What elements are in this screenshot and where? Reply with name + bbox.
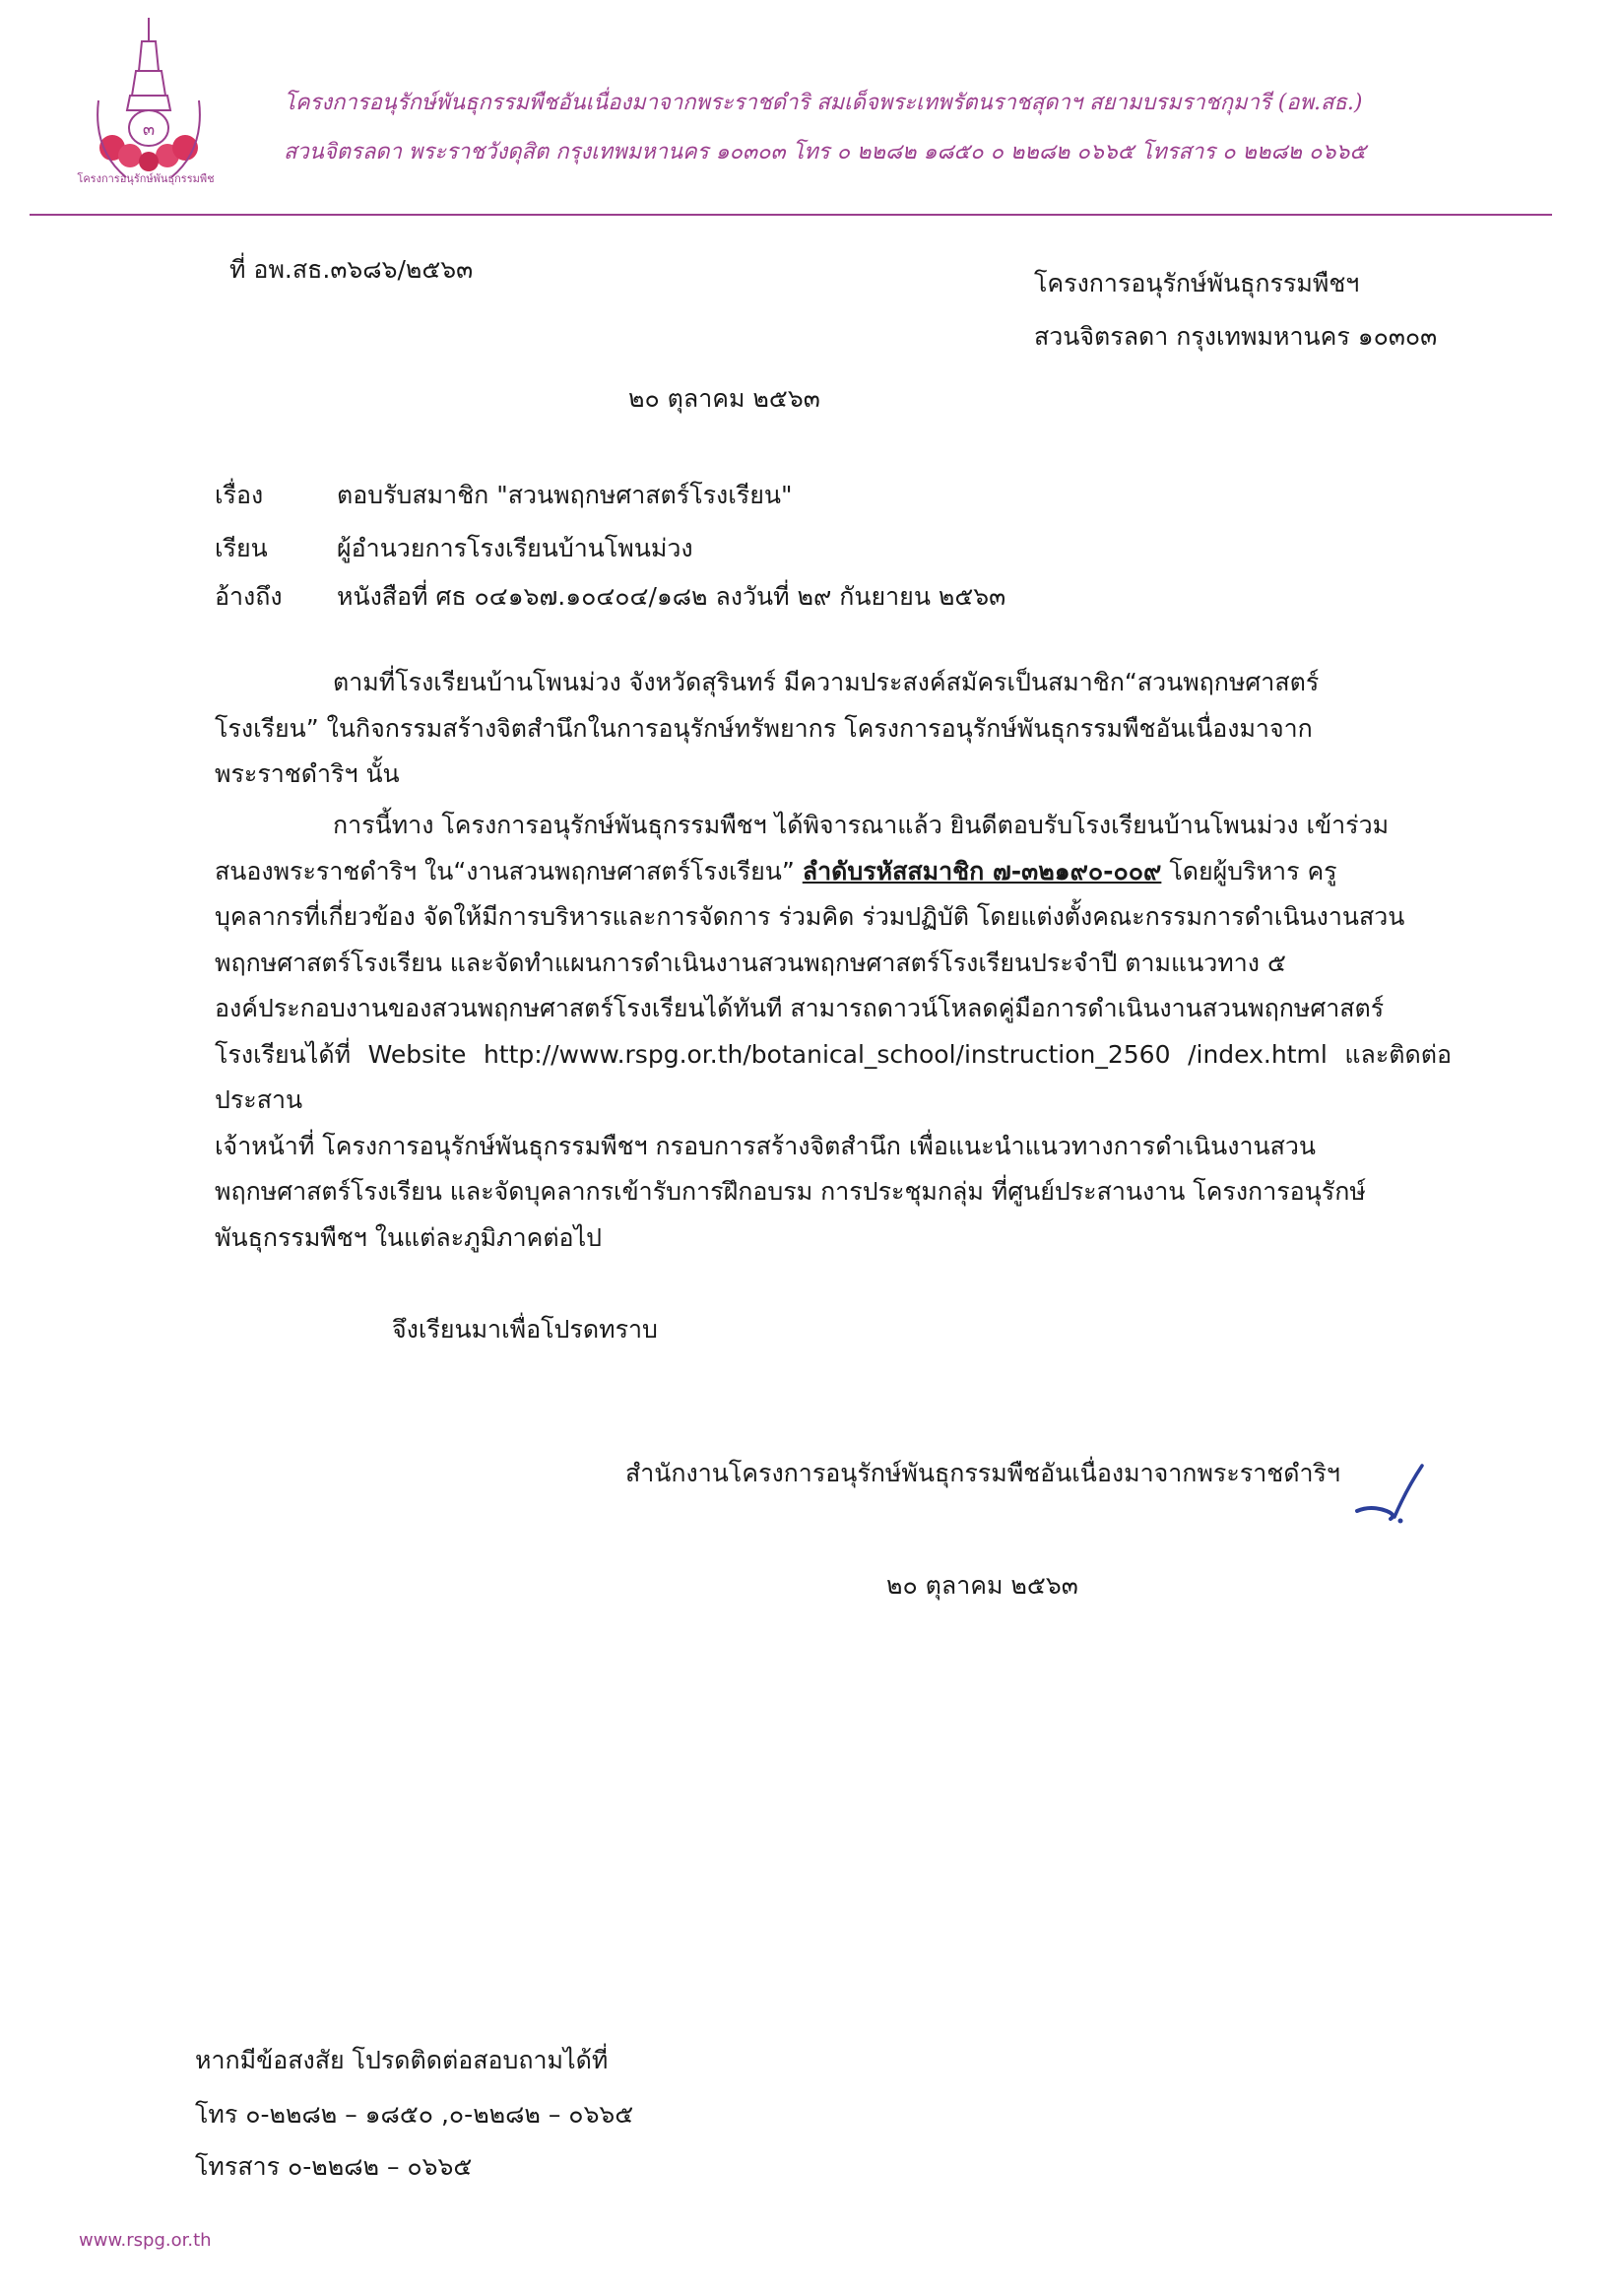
letter-date: ๒๐ ตุลาคม ๒๕๖๓ (628, 384, 820, 413)
paragraph-2 (215, 803, 1452, 1261)
paragraph-2-line-9: พันธุกรรมพืชฯ ในแต่ละภูมิภาคต่อไป (215, 1222, 603, 1252)
reference-number: ที่ อพ.สธ.๓๖๘๖/๒๕๖๓ (229, 255, 474, 284)
inquiry-line: หากมีข้อสงสัย โปรดติดต่อสอบถามได้ที่ (195, 2046, 609, 2074)
paragraph-2-line-2-a: สนองพระราชดำริฯ ใน“งานสวนพฤกษศาสตร์โรงเรียน” (215, 856, 795, 886)
paragraph-1 (215, 660, 1452, 798)
paragraph-2-line-7: เจ้าหน้าที่ โครงการอนุรักษ์พันธุกรรมพืชฯ กรอบการสร้างจิตสำนึก เพื่อแนะนำแนวทางการดำเนินงานสวน (215, 1131, 1316, 1160)
letterhead-divider (30, 214, 1552, 216)
letterhead-line-1: โครงการอนุรักษ์พันธุกรรมพืชอันเนื่องมาจากพระราชดำริ สมเด็จพระเทพรัตนราชสุดาฯ สยามบรมราชกุมารี (อพ.สธ.) (284, 91, 1363, 115)
sender-address-line-2: สวนจิตรลดา กรุงเทพมหานคร ๑๐๓๐๓ (1034, 322, 1438, 351)
emblem-logo (28, 12, 225, 194)
recipient-label: เรียน (215, 534, 268, 562)
closing-line: จึงเรียนมาเพื่อโปรดทราบ (392, 1315, 658, 1344)
signatory-office: สำนักงานโครงการอนุรักษ์พันธุกรรมพืชอันเนื่องมาจากพระราชดำริฯ (625, 1459, 1340, 1487)
subject-label: เรื่อง (215, 481, 264, 509)
reference-value: หนังสือที่ ศธ ๐๔๑๖๗.๑๐๔๐๔/๑๘๒ ลงวันที่ ๒๙ กันยายน ๒๕๖๓ (337, 582, 1006, 611)
member-code: ลำดับรหัสสมาชิก ๗-๓๒๑๙๐-๐๐๙ (802, 856, 1162, 886)
handwritten-signature (1351, 1460, 1430, 1529)
paragraph-2-line-2-c: โดยผู้บริหาร ครู (1169, 856, 1337, 886)
svg-text:๓: ๓ (142, 119, 156, 140)
telephone-line: โทร ๐-๒๒๘๒ – ๑๘๕๐ ,๐-๒๒๘๒ – ๐๖๖๕ (195, 2100, 634, 2129)
footer-website: www.rspg.or.th (79, 2230, 212, 2251)
paragraph-2-line-2 (215, 849, 1452, 895)
signature-date: ๒๐ ตุลาคม ๒๕๖๓ (886, 1571, 1078, 1600)
paragraph-2-line-8: พฤกษศาสตร์โรงเรียน และจัดบุคลากรเข้ารับการฝึกอบรม การประชุมกลุ่ม ที่ศูนย์ประสานงาน โครงการอนุรักษ์ (215, 1177, 1366, 1206)
recipient-value: ผู้อำนวยการโรงเรียนบ้านโพนม่วง (337, 534, 693, 562)
paragraph-1-line-3: พระราชดำริฯ นั้น (215, 759, 400, 788)
sender-address-line-1: โครงการอนุรักษ์พันธุกรรมพืชฯ (1034, 269, 1360, 297)
logo-caption: โครงการอนุรักษ์พันธุกรรมพืช (77, 172, 215, 185)
reference-label: อ้างถึง (215, 582, 283, 611)
paragraph-2-line-3: บุคลากรที่เกี่ยวข้อง จัดให้มีการบริหารและการจัดการ ร่วมคิด ร่วมปฏิบัติ โดยแต่งตั้งคณะกรรมการดำเนินงานสวน (215, 902, 1405, 931)
letterhead-line-2: สวนจิตรลดา พระราชวังดุสิต กรุงเทพมหานคร ๑๐๓๐๓ โทร ๐ ๒๒๘๒ ๑๘๕๐ ๐ ๒๒๘๒ ๐๖๖๕ โทรสาร ๐ ๒๒๘๒ ๐๖๖๕ (284, 140, 1367, 164)
paragraph-2-line-5: องค์ประกอบงานของสวนพฤกษศาสตร์โรงเรียนได้ทันที สามารถดาวน์โหลดคู่มือการดำเนินงานสวนพฤกษศาสตร์ (215, 994, 1385, 1022)
paragraph-2-line-1: การนี้ทาง โครงการอนุรักษ์พันธุกรรมพืชฯ ได้พิจารณาแล้ว ยินดีตอบรับโรงเรียนบ้านโพนม่วง เข้าร่วม (333, 811, 1390, 839)
paragraph-1-line-1: ตามที่โรงเรียนบ้านโพนม่วง จังหวัดสุรินทร์ มีความประสงค์สมัครเป็นสมาชิก“สวนพฤกษศาสตร์ (333, 668, 1320, 696)
subject-value: ตอบรับสมาชิก "สวนพฤกษศาสตร์โรงเรียน" (337, 481, 793, 509)
paragraph-1-line-2: โรงเรียน” ในกิจกรรมสร้างจิตสำนึกในการอนุรักษ์ทรัพยากร โครงการอนุรักษ์พันธุกรรมพืชอันเนื่องมาจาก (215, 713, 1313, 743)
paragraph-2-line-6: โรงเรียนได้ที่ Website http://www.rspg.or.th/botanical_school/instruction_2560 /index.html และติดต่อประสาน (215, 1039, 1452, 1114)
paragraph-2-line-4: พฤกษศาสตร์โรงเรียน และจัดทำแผนการดำเนินงานสวนพฤกษศาสตร์โรงเรียนประจำปี ตามแนวทาง ๕ (215, 948, 1286, 977)
fax-line: โทรสาร ๐-๒๒๘๒ – ๐๖๖๕ (195, 2152, 473, 2181)
